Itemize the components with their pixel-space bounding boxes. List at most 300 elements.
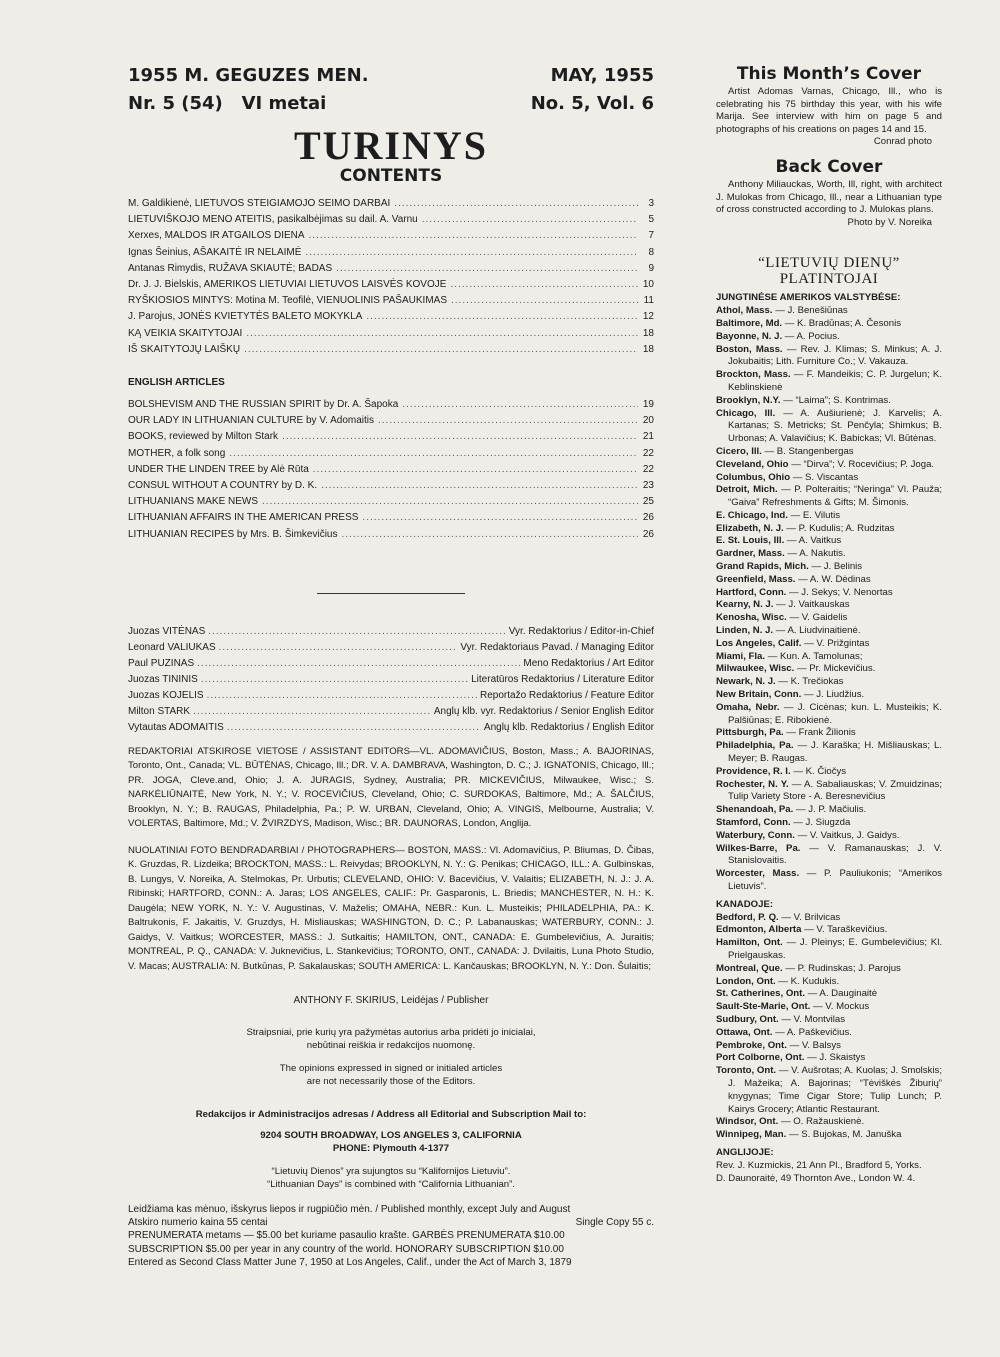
distributor-entry xyxy=(716,638,942,651)
distributor-entry xyxy=(716,663,942,676)
toc-entry xyxy=(128,446,654,462)
toc-entry-page: 5 xyxy=(648,214,654,226)
distributor-entry xyxy=(716,535,942,548)
staff-row xyxy=(128,624,654,640)
leader-dots xyxy=(229,446,638,462)
toc-entry-title: BOOKS, reviewed by Milton Stark xyxy=(128,431,279,443)
toc-entry xyxy=(128,342,654,358)
distributor-city: Columbus, Ohio xyxy=(716,471,791,483)
distributors-heading-line: PLATINTOJAI xyxy=(779,271,879,288)
distributor-city: Sault-Ste-Marie, Ont. xyxy=(716,1001,811,1013)
distributor-names: — J. Benešiūnas xyxy=(775,305,848,317)
distributor-region: KANADOJE: xyxy=(716,898,774,910)
toc-entry-page: 18 xyxy=(642,343,654,355)
distributor-names: — V. Brilvicas xyxy=(781,911,841,923)
toc-entry-title: LITHUANIAN AFFAIRS IN THE AMERICAN PRESS xyxy=(128,512,359,524)
distributor-names: — J. Belinis xyxy=(811,561,863,573)
distributor-names: — A. Pocius. xyxy=(784,330,840,342)
distributor-entry xyxy=(716,830,942,843)
leader-dots xyxy=(313,462,638,478)
toc-entry-page: 18 xyxy=(642,327,654,339)
toc-entry-page: 21 xyxy=(642,431,654,443)
distributor-city: Providence, R. I. xyxy=(716,765,791,777)
distributor-names: — V. Montvilas xyxy=(781,1013,846,1025)
distributor-names: — V. Vaitkus, J. Gaidys. xyxy=(797,829,900,841)
leader-dots xyxy=(227,720,481,736)
distributor-city: Greenfield, Mass. xyxy=(716,573,796,585)
toc-entry-page: 8 xyxy=(648,246,654,258)
distributor-entry xyxy=(716,344,942,370)
distributor-entry xyxy=(716,1065,942,1116)
price-row xyxy=(128,1216,654,1229)
distributor-city: Rochester, N. Y. xyxy=(716,778,789,790)
note-line: are not necessarily those of the Editors. xyxy=(306,1076,476,1088)
toc-entry xyxy=(128,478,654,494)
toc-entry xyxy=(128,429,654,445)
distributor-entry xyxy=(716,651,942,664)
distributor-names: — K. Čiočys xyxy=(793,765,847,777)
distributor-city: Omaha, Nebr. xyxy=(716,701,780,713)
lt-date: 1955 M. GEGUZES MEN. xyxy=(128,65,369,86)
opinion-note-lt xyxy=(128,1026,654,1052)
toc-entry-page: 9 xyxy=(648,262,654,274)
back-cover-credit: Photo by V. Noreika xyxy=(847,216,932,228)
distributor-names: — A. Nakutis. xyxy=(787,548,846,560)
distributor-entry xyxy=(716,305,942,318)
toc-entry-page: 26 xyxy=(642,512,654,524)
merger-line: “Lithuanian Days” is combined with “California Lithuanian”. xyxy=(267,1179,515,1191)
distributor-city: Elizabeth, N. J. xyxy=(716,522,784,534)
leader-dots xyxy=(197,656,520,672)
distributor-entry xyxy=(716,331,942,344)
distributor-city: Brooklyn, N.Y. xyxy=(716,394,781,406)
toc-entry xyxy=(128,397,654,413)
distributor-entry xyxy=(716,779,942,805)
en-date: MAY, 1955 xyxy=(550,65,654,86)
leader-dots xyxy=(208,624,505,640)
leader-dots xyxy=(341,527,638,543)
distributor-entry xyxy=(716,408,942,446)
entry-note: Entered as Second Class Matter June 7, 1950 at Los Angeles, Calif., under the Act of March 3, 1879 xyxy=(128,1256,572,1268)
leader-dots xyxy=(422,212,638,228)
distributor-names: — V. Ramanauskas; J. V. Stanislovaitis. xyxy=(728,842,942,867)
staff-role: Anglų klb. vyr. Redaktorius / Senior English Editor xyxy=(433,706,654,718)
toc-entry-page: 20 xyxy=(642,415,654,427)
distributor-names: — J. Vaitkauskas xyxy=(776,599,850,611)
distributor-names: — J. Skaistys xyxy=(807,1052,866,1064)
distributor-city: Detroit, Mich. xyxy=(716,484,778,496)
distributor-city: Gardner, Mass. xyxy=(716,548,785,560)
distributor-entry xyxy=(716,1129,942,1142)
merger-line: “Lietuvių Dienos” yra sujungtos su “Kalifornijos Lietuviu”. xyxy=(271,1166,511,1178)
distributor-entry xyxy=(716,510,942,523)
distributor-names: — A. W. Dėdinas xyxy=(798,573,871,585)
distributor-names: — A. Aušiurienė; J. Karvelis; A. Kartanas; S. Metricks; St. Penčyla; Shimkus; B. Urbonas; A. Valavičius; K. Babickas; Vl. Būtėnas. xyxy=(728,407,942,445)
distributor-entry xyxy=(716,574,942,587)
staff-role: Meno Redaktorius / Art Editor xyxy=(523,658,654,670)
photographers: NUOLATINIAI FOTO BENDRADARBIAI / PHOTOGRAPHERS— BOSTON, MASS.: Vl. Adomavičius, P. Bliumas, D. Čibas, K. Gruzdas, R. Lizdeika; BROCKTON, MASS.: L. Reivydas; BROOKLYN, N. Y.: G. Penikas; CHICAGO, ILL.: A. Gulbinskas, B. Lungys, V. Noreika, A. Stelmokas, Pr. Urbutis; CLEVELAND, OHIO: V. Bacevičius, V. Valaitis; ELIZABETH, N. J.: J. A. Ribinski; HARTFORD, CONN.: A. Jaras; LOS ANGELES, CALIF.: Pr. Gasparonis, L. Briedis; MANCHESTER, N. H.: K. Daugėla; NEW YORK, N. Y.: V. Augustinas, V. Maželis; OMAHA, NEBR.: Kun. L. Musteikis; PHILADELPHIA, PA.: K. Baltrukonis, F. Jakaitis, V. Gruzdys, H. Misliauskas; WASHINGTON, D. C.; P. Labanauskas; WATERBURY, CONN.: J. Gaidys, V. Vaitkus; WORCESTER, MASS.: J. Sutkaitis; HAMILTON, ONT., CANADA: E. Gumbelevičius, A. Juraitis; MONTREAL, P. Q., CANADA: V. Juknevičius, L. Stankevičius; TORONTO, ONT., CANADA: J. Dvilaitis, Luna Photo Studio, V. Macas; AUSTRALIA: N. Butkūnas, P. Sakalauskas; SOUTH AMERICA: L. Kančauskas; BROOKLYN, N. Y.: Don. Šulaitis; xyxy=(128,844,654,972)
distributor-city: Philadelphia, Pa. xyxy=(716,740,794,752)
distributor-city: Chicago, Ill. xyxy=(716,407,776,419)
distributor-entry xyxy=(716,446,942,459)
distributor-city: Bedford, P. Q. xyxy=(716,911,779,923)
distributors-heading-line: “LIETUVIŲ DIENŲ” xyxy=(758,255,900,272)
distributors-list xyxy=(716,292,942,1185)
note-line: The opinions expressed in signed or initialed articles xyxy=(279,1063,503,1075)
distributor-names: — J. P. Mačiulis. xyxy=(795,804,867,816)
distributor-entry xyxy=(716,523,942,536)
staff-name: Juozas VITĖNAS xyxy=(128,625,206,637)
distributor-city: Bayonne, N. J. xyxy=(716,330,783,342)
distributor-city: Port Colborne, Ont. xyxy=(716,1052,805,1064)
staff-row xyxy=(128,656,654,672)
toc-entry-page: 3 xyxy=(648,198,654,209)
distributor-names: — J. Karaška; H. Mišliauskas; L. Meyer; B. Raugas. xyxy=(728,740,942,765)
toc-entry-page: 25 xyxy=(642,496,654,508)
toc-entry xyxy=(128,413,654,429)
distributor-entry xyxy=(716,1173,942,1186)
distributor-city: Hamilton, Ont. xyxy=(716,937,783,949)
distributor-entry xyxy=(716,1027,942,1040)
toc-entry-title: MOTHER, a folk song xyxy=(128,447,226,459)
opinion-note-en xyxy=(128,1062,654,1088)
distributor-city: Worcester, Mass. xyxy=(716,868,800,880)
leader-dots xyxy=(262,494,638,510)
toc-entry-title: Antanas Rimydis, RUŽAVA SKIAUTĖ; BADAS xyxy=(128,262,333,274)
toc-entry-title: BOLSHEVISM AND THE RUSSIAN SPIRIT by Dr. A. Šapoka xyxy=(128,399,399,411)
leader-dots xyxy=(336,261,638,277)
distributor-names: — V. Gaidelis xyxy=(789,612,848,624)
single-price-lt: Atskiro numerio kaina 55 centai xyxy=(128,1217,268,1229)
single-price-en: Single Copy 55 c. xyxy=(575,1217,654,1229)
distributor-names: — V. Mockus xyxy=(813,1001,870,1013)
distributor-city: Waterbury, Conn. xyxy=(716,829,795,841)
toc-entry-title: IŠ SKAITYTOJŲ LAIŠKŲ xyxy=(128,343,241,355)
cover-heading: This Month’s Cover xyxy=(736,64,922,84)
staff-row xyxy=(128,688,654,704)
leader-dots xyxy=(378,413,638,429)
distributor-names: — A. Vaitkus xyxy=(786,535,842,547)
distributor-city: Hartford, Conn. xyxy=(716,586,787,598)
distributor-names: — P. Polteraitis; “Neringa” Vl. Pauža; “Gaiva” Refreshments & Gifts; M. Šimonis. xyxy=(728,484,943,509)
distributor-names: — V. Aušrotas; A. Kuolas; J. Smolskis; J. Mažeika; A. Bajorinas; “Tėviškės Žiburių” knygynas; Time Cigar Store; Tulip Lunch; P. Kairys Grocery; Atlantic Restaurant. xyxy=(728,1065,942,1115)
toc-entry-page: 23 xyxy=(642,480,654,492)
toc-entry-title: M. Galdikienė, LIETUVOS STEIGIAMOJO SEIMO DARBAI xyxy=(128,198,391,209)
leader-dots xyxy=(309,228,638,244)
leader-dots xyxy=(402,397,638,413)
toc-entry-title: CONSUL WITHOUT A COUNTRY by D. K. xyxy=(128,480,318,492)
distributor-city: Brockton, Mass. xyxy=(716,369,791,381)
toc-entry-title: UNDER THE LINDEN TREE by Alė Rūta xyxy=(128,463,309,475)
distributor-entry xyxy=(716,1014,942,1027)
leader-dots xyxy=(450,277,638,293)
distributor-entry xyxy=(716,472,942,485)
distributor-entry xyxy=(716,868,942,894)
distributor-city: New Britain, Conn. xyxy=(716,689,802,701)
distributor-city: Baltimore, Md. xyxy=(716,317,783,329)
distributor-names: — O. Ražauskienė. xyxy=(780,1116,865,1128)
distributor-city: Pembroke, Ont. xyxy=(716,1039,787,1051)
distributor-names: — S. Bujokas, M. Januška xyxy=(788,1129,902,1141)
distributor-entry xyxy=(716,817,942,830)
page-subtitle: CONTENTS xyxy=(339,166,443,186)
distributor-entry xyxy=(716,1116,942,1129)
distributor-entry xyxy=(716,599,942,612)
header-row-2 xyxy=(128,90,654,118)
toc-english xyxy=(128,397,654,543)
distributor-names: — A. Paškevičius. xyxy=(775,1026,852,1038)
lt-issue: Nr. 5 (54) VI metai xyxy=(128,93,327,114)
toc-entry-title: Xerxes, MALDOS IR ATGAILOS DIENA xyxy=(128,230,305,242)
assistant-editors: REDAKTORIAI ATSKIROSE VIETOSE / ASSISTANT EDITORS—VL. ADOMAVIČIUS, Boston, Mass.; A. BAJORINAS, Toronto, Ont., Canada; VL. BŪTĖNAS, Chicago, Ill.; DR. V. A. DAMBRAVA, Washington, D. C.; J. IGNATONIS, Chicago, Ill.; PR. JOGA, Cleve.and, Ohio; J. A. JURAGIS, Sydney, Australia; PR. MICKEVIČIUS, Milwaukee, Wisc.; S. NARKĖLIŪNAITĖ, New York, N. Y.; V. ROCEVIČIUS, Cleveland, Ohio; C. SURDOKAS, Baltimore, Md.; A. ŠALČIUS, Brooklyn, N. Y.; B. RAUGAS, Philadelphia, Pa.; P. W. URBAN, Cleveland, Ohio; A. VINGIS, Melbourne, Australia; V. VOLERTAS, Baltimore, Md.; V. ŽVIRZDYS, Madison, Wisc.; BR. DAUNORAS, London, Anglija. xyxy=(128,745,654,830)
cover-text: Artist Adomas Varnas, Chicago, Ill., who is celebrating his 75 birthday this year, with his wife Marija. See interview with him on page 5 and photographs of his creations on pages 14 and 15. xyxy=(716,86,942,135)
divider xyxy=(317,593,465,594)
page-title: TURINYS xyxy=(293,123,489,168)
distributor-names: — Frank Žilionis xyxy=(786,727,856,739)
staff-row xyxy=(128,704,654,720)
back-cover-heading: Back Cover xyxy=(775,156,883,177)
staff-role: Vyr. Redaktoriaus Pavad. / Managing Editor xyxy=(460,641,654,653)
publication-frequency: Leidžiama kas mėnuo, išskyrus liepos ir rugpiūčio mėn. / Published monthly, except July and August xyxy=(128,1204,571,1216)
distributor-city: Stamford, Conn. xyxy=(716,817,791,829)
distributor-names: — K. Bradūnas; A. Česonis xyxy=(784,317,902,329)
distributor-entry xyxy=(716,1052,942,1065)
distributor-city: Kearny, N. J. xyxy=(716,599,774,611)
address-block xyxy=(128,1129,654,1155)
toc-entry xyxy=(128,228,654,244)
toc-entry-page: 22 xyxy=(642,447,654,459)
toc-entry-page: 12 xyxy=(642,311,654,323)
subscription-lt: PRENUMERATA metams — $5.00 bet kuriame pasaulio krašte. GARBĖS PRENUMERATA $10.00 xyxy=(128,1230,565,1242)
leader-dots xyxy=(244,342,638,358)
leader-dots xyxy=(305,245,638,261)
leader-dots xyxy=(201,672,468,688)
distributor-names: D. Daunoraitė, 49 Thornton Ave., London W. 4. xyxy=(716,1172,916,1184)
distributor-city: Shenandoah, Pa. xyxy=(716,804,794,816)
staff-name: Leonard VALIUKAS xyxy=(128,641,216,653)
leader-dots xyxy=(451,293,638,309)
distributor-city: London, Ont. xyxy=(716,975,776,987)
distributor-entry xyxy=(716,676,942,689)
distributor-city: St. Catherines, Ont. xyxy=(716,988,806,1000)
distributor-city: Miami, Fla. xyxy=(716,650,766,662)
leader-dots xyxy=(193,704,431,720)
distributor-entry xyxy=(716,395,942,408)
distributor-names: — A. Liudvinaitienė. xyxy=(775,625,861,637)
distributor-city: Toronto, Ont. xyxy=(716,1065,777,1077)
toc-entry xyxy=(128,245,654,261)
distributor-city: Milwaukee, Wisc. xyxy=(716,663,795,675)
toc-entry xyxy=(128,462,654,478)
leader-dots xyxy=(366,309,638,325)
staff-name: Juozas KOJELIS xyxy=(128,690,204,702)
leader-dots xyxy=(207,688,477,704)
distributor-entry xyxy=(716,689,942,702)
staff-role: Vyr. Redaktorius / Editor-in-Chief xyxy=(508,625,654,637)
staff-row xyxy=(128,640,654,656)
distributor-names: — Rev. J. Klimas; S. Minkus; A. J. Jokubaitis; Lith. Furniture Co.; V. Vakauza. xyxy=(728,343,942,368)
note-line: nebūtinai reiškia ir redakcijos nuomonę. xyxy=(306,1040,476,1052)
distributor-names: — B. Stangenbergas xyxy=(764,445,854,457)
distributor-names: — E. Vilutis xyxy=(790,509,841,521)
distributor-names: — V. Taraškevičius. xyxy=(804,924,888,936)
distributor-names: — “Laima”; S. Kontrimas. xyxy=(783,394,891,406)
toc-lithuanian xyxy=(128,196,654,358)
distributor-names: — J. Cicėnas; kun. L. Musteikis; K. Palšiūnas; E. Ribokienė. xyxy=(728,701,942,726)
distributor-names: Rev. J. Kuzmickis, 21 Ann Pl., Bradford 5, Yorks. xyxy=(716,1159,922,1171)
distributor-names: — V. Balsys xyxy=(789,1039,841,1051)
distributor-entry xyxy=(716,369,942,395)
distributor-city: Kenosha, Wisc. xyxy=(716,612,787,624)
distributor-entry xyxy=(716,1001,942,1014)
toc-entry-title: J. Parojus, JONĖS KVIETYTĖS BALETO MOKYKLA xyxy=(128,311,363,323)
staff-role: Reportažo Redaktorius / Feature Editor xyxy=(480,690,654,702)
distributor-entry xyxy=(716,843,942,869)
distributor-entry xyxy=(716,318,942,331)
toc-entry xyxy=(128,212,654,228)
distributor-entry xyxy=(716,625,942,638)
distributor-city: Los Angeles, Calif. xyxy=(716,637,802,649)
staff-name: Paul PUZINAS xyxy=(128,658,195,670)
distributor-names: — A. Sabaliauskas; V. Zmuidzinas; Tulip Variety Store - A. Beresnevičius xyxy=(728,778,943,803)
toc-entry xyxy=(128,527,654,543)
toc-entry xyxy=(128,309,654,325)
toc-entry-title: OUR LADY IN LITHUANIAN CULTURE by V. Adomaitis xyxy=(128,415,374,427)
distributor-city: Grand Rapids, Mich. xyxy=(716,561,809,573)
distributor-entry xyxy=(716,766,942,779)
publisher: ANTHONY F. SKIRIUS, Leidėjas / Publisher xyxy=(293,995,489,1007)
staff-row xyxy=(128,720,654,736)
distributor-names: — J. Sekys; V. Nenortas xyxy=(789,586,893,598)
staff-role: Literatūros Redaktorius / Literature Editor xyxy=(471,674,654,686)
distributor-city: Edmonton, Alberta xyxy=(716,924,802,936)
distributor-entry xyxy=(716,484,942,510)
distributor-names: — “Dirva”; V. Rocevičius; P. Joga. xyxy=(791,458,935,470)
distributor-city: Sudbury, Ont. xyxy=(716,1013,779,1025)
distributor-entry xyxy=(716,612,942,625)
distributor-entry xyxy=(716,963,942,976)
en-issue: No. 5, Vol. 6 xyxy=(530,93,654,114)
leader-dots xyxy=(394,196,638,212)
distributor-city: Cleveland, Ohio xyxy=(716,458,789,470)
distributor-names: — A. Dauginaitė xyxy=(807,988,878,1000)
staff-name: Juozas TININIS xyxy=(128,674,198,686)
toc-entry-page: 11 xyxy=(643,295,654,307)
distributor-entry xyxy=(716,804,942,817)
distributor-names: — S. Viscantas xyxy=(792,471,859,483)
distributor-city: Boston, Mass. xyxy=(716,343,783,355)
staff-name: Vytautas ADOMAITIS xyxy=(128,722,224,734)
distributor-city: Windsor, Ont. xyxy=(716,1116,779,1128)
toc-entry-page: 7 xyxy=(648,230,654,242)
distributor-names: — Pr. Mickevičius. xyxy=(796,663,876,675)
staff-role: Anglų klb. Redaktorius / English Editor xyxy=(483,722,654,734)
merger-note xyxy=(128,1165,654,1191)
subscription-info xyxy=(128,1203,654,1269)
distributor-names: — J. Liudžius. xyxy=(803,689,865,701)
toc-entry-title: RYŠKIOSIOS MINTYS: Motina M. Teofilė, VIENUOLINIS PAŠAUKIMAS xyxy=(128,295,447,307)
distributor-entry xyxy=(716,1160,942,1173)
toc-entry xyxy=(128,293,654,309)
distributor-entry xyxy=(716,702,942,728)
english-articles-heading: ENGLISH ARTICLES xyxy=(128,377,225,389)
distributor-names: — K. Trečiokas xyxy=(778,676,844,688)
distributor-entry xyxy=(716,988,942,1001)
toc-entry-page: 22 xyxy=(642,463,654,475)
staff-list xyxy=(128,624,654,737)
toc-entry-title: LITHUANIANS MAKE NEWS xyxy=(128,496,259,508)
cover-credit: Conrad photo xyxy=(873,136,932,148)
subscription-en: SUBSCRIPTION $5.00 per year in any country of the world. HONORARY SUBSCRIPTION $10.00 xyxy=(128,1243,564,1255)
distributor-city: Montreal, Que. xyxy=(716,962,783,974)
distributor-city: Cicero, Ill. xyxy=(716,445,762,457)
header-row-1 xyxy=(128,62,654,90)
distributor-region: JUNGTINĖSE AMERIKOS VALSTYBĖSE: xyxy=(716,292,901,304)
distributor-entry xyxy=(716,976,942,989)
distributor-city: E. St. Louis, Ill. xyxy=(716,535,785,547)
toc-entry xyxy=(128,326,654,342)
distributor-city: Athol, Mass. xyxy=(716,305,773,317)
distributor-city: Ottawa, Ont. xyxy=(716,1026,773,1038)
note-line: Straipsniai, prie kurių yra pažymėtas autorius arba pridėti jo inicialai, xyxy=(246,1027,536,1039)
distributor-names: — P. Rudinskas; J. Parojus xyxy=(785,962,901,974)
distributor-entry xyxy=(716,587,942,600)
distributor-names: — K. Kudukis. xyxy=(778,975,840,987)
distributor-entry xyxy=(716,924,942,937)
toc-entry-title: LITHUANIAN RECIPES by Mrs. B. Šimkevičius xyxy=(128,528,338,540)
back-cover-text: Anthony Miliauckas, Worth, Ill, right, with architect J. Mulokas from Chicago, Ill., near a Lithuanian type of cross constructed according to J. Mulokas plans. xyxy=(716,178,942,216)
toc-entry xyxy=(128,277,654,293)
distributor-names: — J. Siugzda xyxy=(793,817,851,829)
distributor-names: — F. Mandeikis; C. P. Jurgelun; K. Keblinskienė xyxy=(728,369,943,393)
toc-entry-page: 10 xyxy=(642,279,654,291)
distributor-names: — P. Pauliukonis; “Amerikos Lietuvis”. xyxy=(728,868,942,892)
distributor-city: Newark, N. J. xyxy=(716,676,776,688)
phone: PHONE: Plymouth 4-1377 xyxy=(332,1143,450,1155)
leader-dots xyxy=(321,478,638,494)
toc-entry-title: Ignas Šeinius, AŠAKAITĖ IR NELAIMĖ xyxy=(128,246,302,258)
toc-entry-page: 19 xyxy=(642,399,654,411)
staff-name: Milton STARK xyxy=(128,706,191,718)
distributor-region: ANGLIJOJE: xyxy=(716,1146,774,1158)
distributor-entry xyxy=(716,459,942,472)
toc-entry xyxy=(128,261,654,277)
distributor-entry xyxy=(716,912,942,925)
leader-dots xyxy=(219,640,458,656)
distributor-names: — Kun. A. Tamolunas; xyxy=(767,650,863,662)
distributor-city: E. Chicago, Ind. xyxy=(716,509,788,521)
distributor-city: Linden, N. J. xyxy=(716,625,774,637)
distributor-city: Pittsburgh, Pa. xyxy=(716,727,784,739)
leader-dots xyxy=(362,510,638,526)
distributors-heading xyxy=(716,255,942,287)
toc-entry xyxy=(128,494,654,510)
leader-dots xyxy=(246,326,638,342)
distributor-entry xyxy=(716,740,942,766)
toc-entry-page: 26 xyxy=(642,528,654,540)
left-column xyxy=(128,62,654,1269)
distributor-names: — V. Prižgintas xyxy=(804,637,870,649)
toc-entry-title: KĄ VEIKIA SKAITYTOJAI xyxy=(128,327,243,339)
distributor-entry xyxy=(716,937,942,963)
address-heading: Redakcijos ir Administracijos adresas / Address all Editorial and Subscription Mail to: xyxy=(195,1109,587,1121)
staff-row xyxy=(128,672,654,688)
distributor-names: — J. Pleinys; E. Gumbelevičius; Kl. Prielgauskas. xyxy=(728,937,943,961)
distributor-entry xyxy=(716,548,942,561)
toc-entry xyxy=(128,196,654,212)
right-column xyxy=(716,62,942,1185)
distributor-entry xyxy=(716,561,942,574)
